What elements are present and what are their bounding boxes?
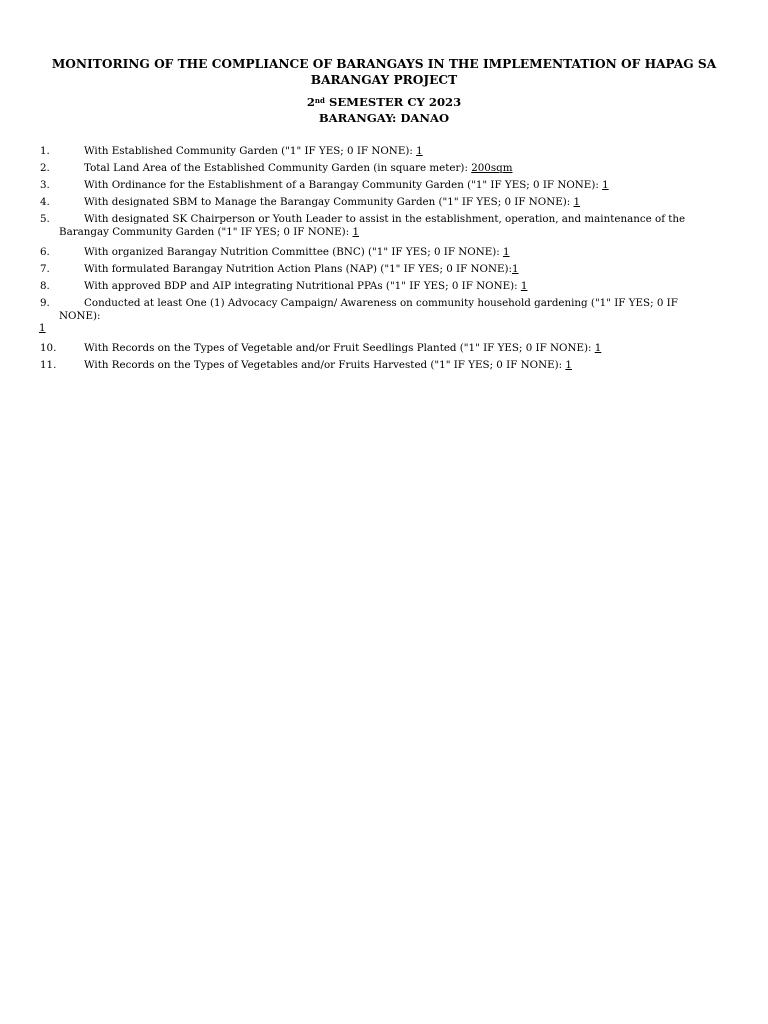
item-answer: 1 [565,359,572,371]
item-text: With formulated Barangay Nutrition Action Plans (NAP) ("1" IF YES; 0 IF NONE): [84,263,512,275]
list-item [40,263,705,276]
item-answer: 200sqm [471,162,513,174]
list-item [40,162,705,175]
item-answer: 1 [520,280,528,292]
list-item [40,280,705,293]
item-number: 6. [40,246,50,258]
item-number: 9. [40,297,50,309]
item-number: 4. [40,196,50,208]
semester-ordinal: 2 [306,95,315,109]
title-line-1: MONITORING OF THE COMPLIANCE OF BARANGAYS IN THE IMPLEMENTATION OF HAPAG SA [51,57,717,71]
item-text: With Records on the Types of Vegetables and/or Fruits Harvested ("1" IF YES; 0 IF NONE): [84,359,566,371]
item-answer: 1 [39,322,46,334]
item-text-continued: Barangay Community Garden ("1" IF YES; 0 IF NONE): [59,225,353,238]
item-answer: 1 [352,225,360,238]
list-item [40,297,705,335]
item-text: With designated SK Chairperson or Youth Leader to assist in the establishment, operation, and maintenance of the [84,213,686,225]
item-answer: 1 [416,145,423,157]
title-line-2: BARANGAY PROJECT [310,73,458,87]
item-number: 7. [40,263,50,275]
item-number: 1. [40,145,50,157]
item-text: With Established Community Garden ("1" IF YES; 0 IF NONE): [84,145,417,157]
item-text: Total Land Area of the Established Community Garden (in square meter): [84,162,472,174]
item-answer: 1 [594,342,602,354]
item-text: With Records on the Types of Vegetable and/or Fruit Seedlings Planted ("1" IF YES; 0 IF NONE): [84,342,595,354]
item-text: With Ordinance for the Establishment of a Barangay Community Garden ("1" IF YES; 0 IF NONE): [84,179,603,191]
item-answer: 1 [602,179,609,191]
list-item [40,359,705,372]
item-number: 3. [40,179,50,191]
list-item [40,213,705,238]
item-answer: 1 [512,263,519,275]
document-title [40,56,728,88]
item-text: Conducted at least One (1) Advocacy Campaign/ Awareness on community household gardening ("1" IF YES; 0 IF [84,297,678,309]
list-item [40,196,705,209]
semester-text: SEMESTER CY 2023 [324,95,462,109]
item-text-continued: NONE): [59,309,101,322]
item-text: With organized Barangay Nutrition Committee (BNC) ("1" IF YES; 0 IF NONE): [84,246,503,258]
list-item [40,246,705,259]
item-text: With approved BDP and AIP integrating Nutritional PPAs ("1" IF YES; 0 IF NONE): [84,280,521,292]
list-item [40,179,705,192]
barangay-heading: BARANGAY: DANAO [318,111,450,125]
list-item [40,145,705,158]
semester-heading [40,95,728,109]
item-answer: 1 [573,196,581,208]
item-text: With designated SBM to Manage the Barangay Community Garden ("1" IF YES; 0 IF NONE): [84,196,574,208]
item-answer: 1 [503,246,510,258]
item-number: 5. [40,213,50,225]
item-number: 2. [40,162,50,174]
semester-ordinal-suffix: nd [314,96,325,105]
list-item [40,342,705,355]
item-number: 10. [40,342,57,354]
item-number: 11. [40,359,57,371]
item-number: 8. [40,280,50,292]
